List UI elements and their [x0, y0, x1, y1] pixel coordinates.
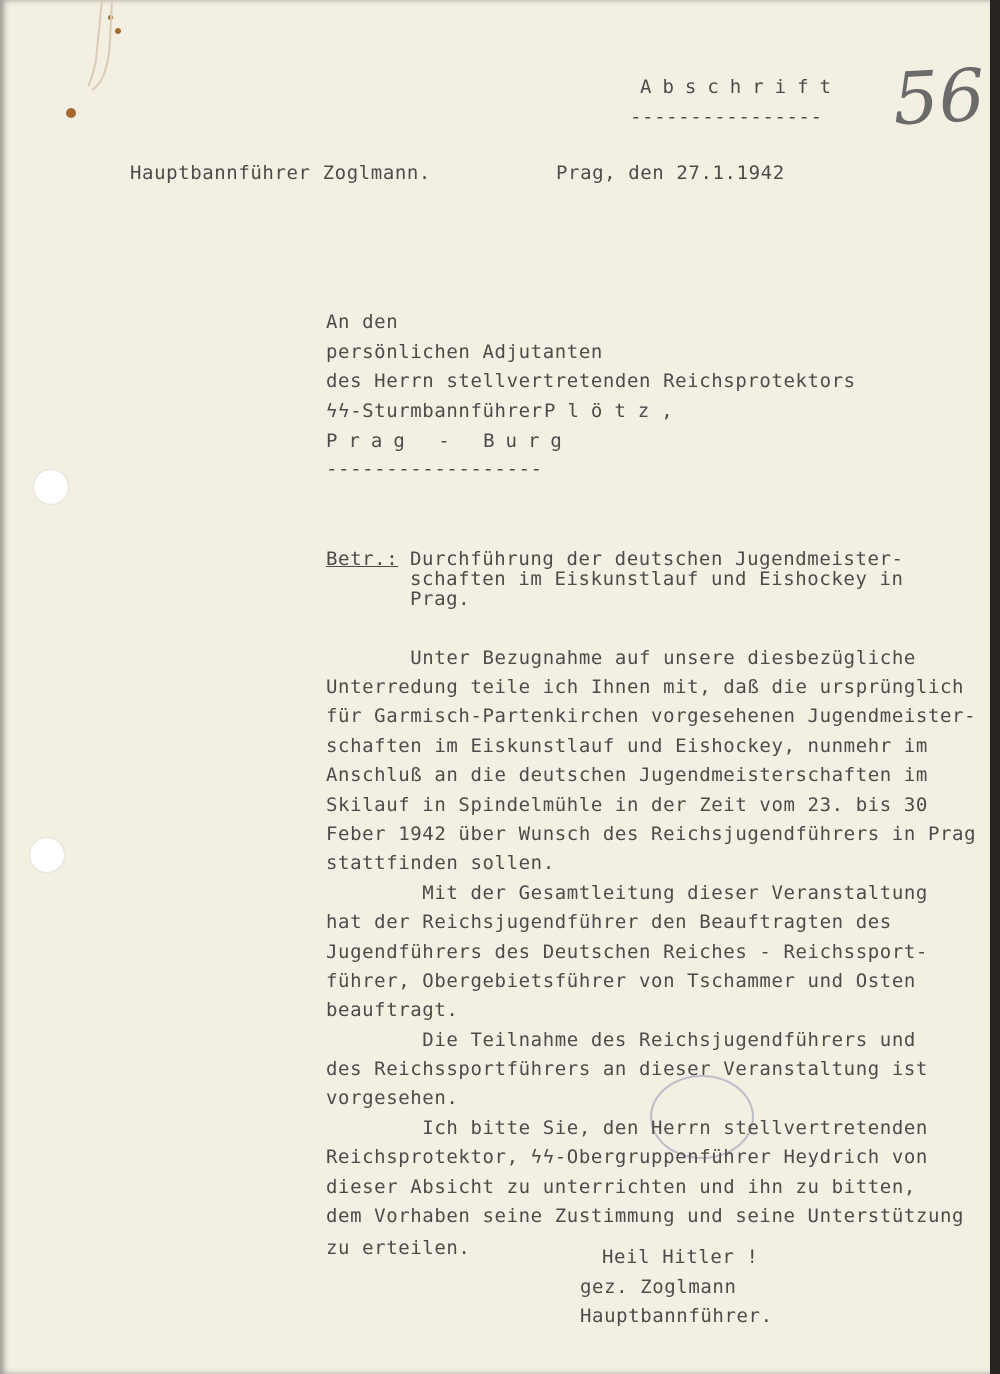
body-line: zu erteilen.	[326, 1237, 471, 1259]
body-line: dieser Absicht zu unterrichten und ihn zu bitten,	[326, 1176, 916, 1198]
recipient-line-4-name: Plötz,	[544, 400, 685, 422]
body-line: Reichsprotektor, ϟϟ-Obergruppenführer Heydrich von	[326, 1146, 928, 1168]
staple-trace	[82, 0, 122, 100]
recipient-line-4-rank: ϟϟ-Sturmbannführer	[326, 400, 543, 422]
recipient-line-3: des Herrn stellvertretenden Reichsprotektors	[326, 370, 856, 392]
body-line: Unterredung teile ich Ihnen mit, daß die ursprünglich	[326, 676, 965, 698]
place-date-line: Prag, den 27.1.1942	[556, 162, 785, 184]
body-line: Jugendführers des Deutschen Reiches - Reichssport-	[326, 941, 928, 963]
body-line: Ich bitte Sie, den Herrn stellvertretenden	[326, 1117, 928, 1139]
staple-rust-mark	[66, 108, 76, 118]
subject-label: Betr.:	[326, 548, 399, 570]
closing-title: Hauptbannführer.	[580, 1305, 773, 1327]
body-line: hat der Reichsjugendführer den Beauftragten des	[326, 911, 892, 933]
heading-underline: ----------------	[630, 106, 823, 128]
body-line: Skilauf in Spindelmühle in der Zeit vom 23. bis 30	[326, 794, 928, 816]
punch-hole-bottom	[30, 838, 64, 872]
body-line: schaften im Eiskunstlauf und Eishockey, nunmehr im	[326, 735, 928, 757]
body-line: Mit der Gesamtleitung dieser Veranstaltung	[326, 882, 928, 904]
recipient-line-2: persönlichen Adjutanten	[326, 341, 603, 363]
body-line: Unter Bezugnahme auf unsere diesbezügliche	[326, 647, 916, 669]
document-heading: Abschrift	[640, 76, 842, 98]
recipient-line-1: An den	[326, 311, 399, 333]
body-line: Feber 1942 über Wunsch des Reichsjugendführers in Prag	[326, 823, 977, 845]
recipient-underline: ------------------	[326, 458, 543, 480]
body-line: stattfinden sollen.	[326, 852, 555, 874]
closing-signature: gez. Zoglmann	[580, 1276, 737, 1298]
paper-edge-shadow	[990, 0, 1000, 1374]
sender-line: Hauptbannführer Zoglmann.	[130, 162, 431, 184]
handwritten-page-number: 56	[890, 52, 987, 142]
body-line: dem Vorhaben seine Zustimmung und seine Unterstützung	[326, 1205, 965, 1227]
punch-hole-top	[34, 470, 68, 504]
subject-line-3: Prag.	[410, 588, 471, 610]
body-line: vorgesehen.	[326, 1087, 459, 1109]
body-line: führer, Obergebietsführer von Tschammer und Osten	[326, 970, 916, 992]
subject-line-1: Durchführung der deutschen Jugendmeister-	[410, 548, 904, 570]
recipient-line-5: Prag - Burg	[326, 430, 573, 452]
body-line: für Garmisch-Partenkirchen vorgesehenen Jugendmeister-	[326, 705, 977, 727]
body-line: des Reichssportführers an dieser Veranstaltung ist	[326, 1058, 928, 1080]
subject-line-2: schaften im Eiskunstlauf und Eishockey in	[410, 568, 904, 590]
body-line: beauftragt.	[326, 999, 459, 1021]
body-line: Die Teilnahme des Reichsjugendführers und	[326, 1029, 916, 1051]
closing-greeting: Heil Hitler !	[602, 1246, 759, 1268]
body-line: Anschluß an die deutschen Jugendmeisterschaften im	[326, 764, 928, 786]
